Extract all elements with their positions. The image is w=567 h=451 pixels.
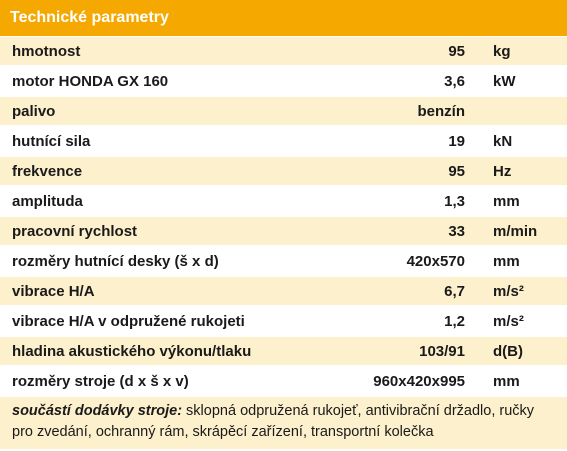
param-value: benzín — [417, 102, 465, 120]
param-value: 95 — [448, 42, 465, 60]
param-label: rozměry stroje (d x š x v) — [12, 372, 189, 390]
param-label: vibrace H/A v odpružené rukojeti — [12, 312, 245, 330]
param-unit: m/min — [493, 222, 538, 240]
param-value: 6,7 — [444, 282, 465, 300]
table-row — [0, 157, 567, 185]
param-value: 103/91 — [419, 342, 465, 360]
param-unit: mm — [493, 192, 520, 210]
param-label: motor HONDA GX 160 — [12, 72, 169, 90]
param-value: 95 — [448, 162, 465, 180]
table-row — [0, 307, 567, 335]
param-label: hmotnost — [12, 42, 81, 60]
param-value: 33 — [448, 222, 465, 240]
param-label: hladina akustického výkonu/tlaku — [12, 342, 252, 360]
param-label: rozměry hutnící desky (š x d) — [12, 252, 219, 270]
table-row — [0, 127, 567, 155]
param-unit: kN — [493, 132, 513, 150]
table-row — [0, 187, 567, 215]
param-label: vibrace H/A — [12, 282, 95, 300]
table-row — [0, 247, 567, 275]
param-unit: m/s² — [493, 282, 524, 300]
param-value: 420x570 — [406, 252, 465, 270]
param-unit: kW — [493, 72, 516, 90]
param-label: frekvence — [12, 162, 83, 180]
delivery-contents-text: sklopná odpružená rukojeť, antivibrační držadlo, ručky pro zvedání, ochranný rám, skrápěcí zařízení, transportní kolečka — [12, 403, 535, 440]
delivery-contents-lead: součástí dodávky stroje: — [12, 403, 183, 419]
table-row — [0, 37, 567, 65]
param-unit: kg — [493, 42, 511, 60]
table-row — [0, 97, 567, 125]
param-label: amplituda — [12, 192, 83, 210]
parameters-table — [0, 37, 567, 395]
param-value: 960x420x995 — [373, 372, 465, 390]
param-value: 19 — [448, 132, 465, 150]
table-row — [0, 67, 567, 95]
param-unit: d(B) — [493, 342, 523, 360]
param-label: palivo — [12, 102, 56, 120]
param-value: 1,2 — [444, 312, 465, 330]
param-unit: Hz — [493, 162, 512, 180]
param-unit: m/s² — [493, 312, 524, 330]
param-value: 3,6 — [444, 72, 465, 90]
table-row — [0, 277, 567, 305]
param-label: hutnící sila — [12, 132, 91, 150]
delivery-contents-note — [0, 397, 567, 449]
param-value: 1,3 — [444, 192, 465, 210]
param-unit: mm — [493, 372, 520, 390]
panel-title: Technické parametry — [0, 0, 567, 36]
table-row — [0, 367, 567, 395]
param-label: pracovní rychlost — [12, 222, 138, 240]
param-unit: mm — [493, 252, 520, 270]
table-row — [0, 337, 567, 365]
table-row — [0, 217, 567, 245]
